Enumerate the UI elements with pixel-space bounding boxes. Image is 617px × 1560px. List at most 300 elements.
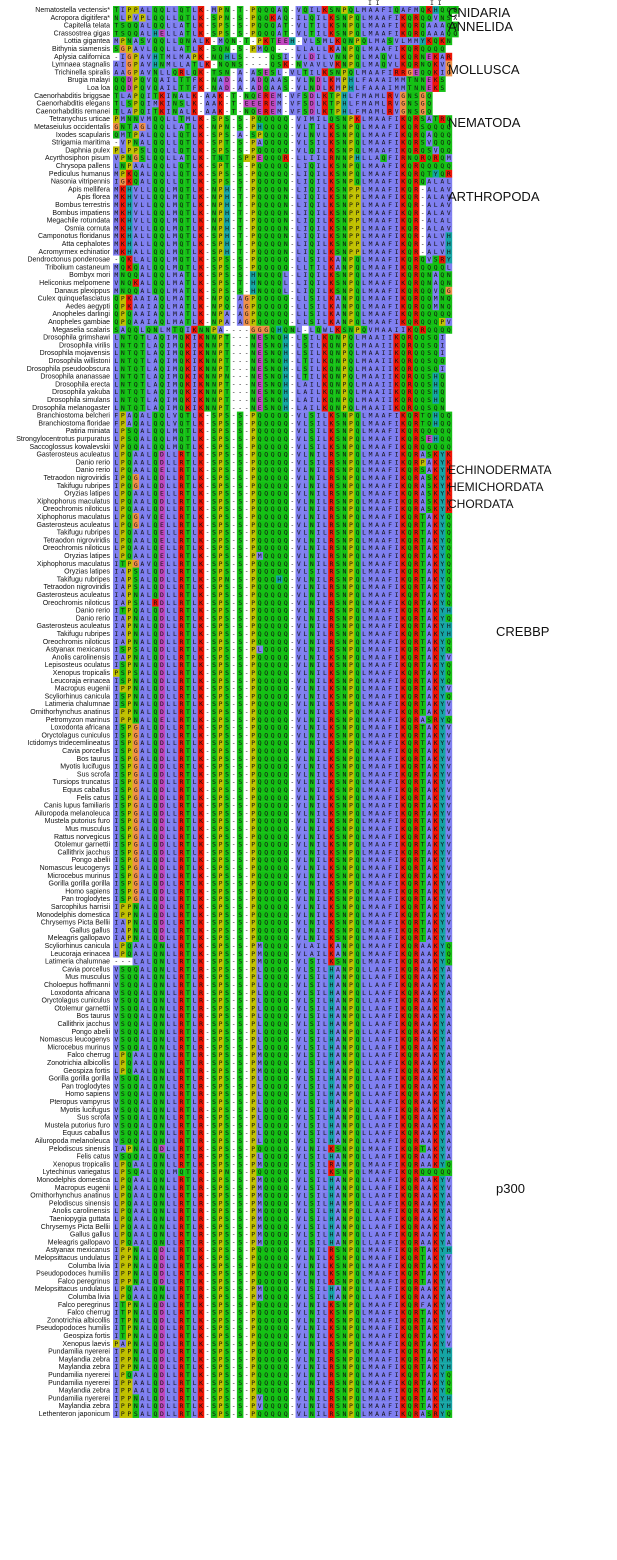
residue-letter: Q: [180, 217, 184, 225]
residue-letter: Q: [362, 37, 366, 45]
residue-letter: Q: [134, 178, 138, 186]
residue-letter: L: [173, 6, 177, 14]
residue-letter: Q: [408, 263, 412, 271]
residue-letter: A: [134, 45, 138, 53]
residue-letter: Q: [329, 357, 333, 365]
residue-letter: P: [343, 68, 347, 76]
residue-letter: P: [336, 107, 340, 115]
residue-letter: Q: [427, 287, 431, 295]
residue-letter: L: [147, 209, 151, 217]
residue-letter: L: [323, 287, 327, 295]
residue-letter: S: [212, 162, 216, 170]
residue-letter: K: [199, 201, 203, 209]
residue-letter: Q: [180, 201, 184, 209]
residue-letter: Q: [271, 326, 275, 334]
residue-letter: Q: [160, 115, 164, 123]
residue-letter: Q: [277, 302, 281, 310]
residue-letter: S: [427, 341, 431, 349]
residue-letter: V: [303, 61, 307, 69]
residue-letter: I: [284, 53, 288, 61]
residue-letter: N: [206, 326, 210, 334]
alignment-row: [40, 373, 445, 381]
residue-letter: P: [134, 107, 138, 115]
residue-letter: H: [225, 209, 229, 217]
residue-letter: S: [284, 84, 288, 92]
residue-letter: H: [343, 92, 347, 100]
gap-mark: -: [245, 232, 249, 240]
residue-letter: I: [303, 162, 307, 170]
residue-letter: Q: [271, 170, 275, 178]
residue-letter: N: [206, 373, 210, 381]
residue-letter: V: [427, 139, 431, 147]
residue-letter: N: [336, 341, 340, 349]
residue-letter: V: [297, 115, 301, 123]
residue-letter: A: [114, 61, 118, 69]
residue-letter: A: [440, 178, 444, 186]
residue-letter: P: [219, 287, 223, 295]
residue-letter: S: [329, 68, 333, 76]
residue-letter: T: [186, 139, 190, 147]
gap-mark: -: [206, 29, 210, 37]
residue-letter: I: [316, 123, 320, 131]
residue-letter: L: [166, 68, 170, 76]
residue-letter: Q: [180, 162, 184, 170]
residue-letter: R: [414, 170, 418, 178]
residue-letter: Q: [453, 29, 457, 37]
residue-letter: I: [316, 178, 320, 186]
residue-letter: A: [186, 53, 190, 61]
species-name: Apis florea: [77, 194, 110, 201]
residue-letter: Q: [258, 162, 262, 170]
residue-letter: K: [323, 341, 327, 349]
alignment-row: [34, 92, 433, 100]
residue-letter: S: [140, 154, 144, 162]
residue-letter: A: [127, 92, 131, 100]
residue-letter: T: [114, 29, 118, 37]
residue-letter: N: [447, 279, 451, 287]
residue-letter: L: [147, 154, 151, 162]
residue-letter: Q: [114, 318, 118, 326]
residue-letter: A: [375, 349, 379, 357]
residue-letter: A: [140, 295, 144, 303]
residue-letter: M: [395, 84, 399, 92]
alignment-row: [55, 68, 453, 76]
gap-mark: -: [245, 68, 249, 76]
residue-letter: L: [297, 193, 301, 201]
residue-letter: S: [225, 115, 229, 123]
residue-letter: Q: [160, 263, 164, 271]
residue-letter: K: [199, 14, 203, 22]
gap-mark: -: [290, 295, 294, 303]
residue-letter: T: [186, 318, 190, 326]
residue-letter: P: [219, 162, 223, 170]
residue-letter: H: [127, 201, 131, 209]
residue-letter: M: [114, 193, 118, 201]
alignment-row: [49, 115, 452, 123]
residue-letter: L: [323, 45, 327, 53]
residue-letter: P: [251, 6, 255, 14]
residue-letter: I: [186, 326, 190, 334]
gap-mark: -: [206, 302, 210, 310]
residue-letter: I: [316, 139, 320, 147]
gap-mark: -: [290, 29, 294, 37]
residue-letter: Q: [349, 349, 353, 357]
residue-letter: P: [219, 6, 223, 14]
residue-letter: A: [160, 76, 164, 84]
residue-letter: P: [251, 256, 255, 264]
residue-letter: L: [303, 84, 307, 92]
residue-letter: Q: [258, 310, 262, 318]
residue-letter: R: [388, 107, 392, 115]
residue-letter: F: [388, 201, 392, 209]
residue-letter: L: [147, 263, 151, 271]
residue-letter: Q: [408, 29, 412, 37]
residue-letter: H: [225, 224, 229, 232]
residue-letter: Q: [160, 22, 164, 30]
gap-mark: -: [232, 365, 236, 373]
residue-letter: L: [362, 45, 366, 53]
residue-letter: L: [382, 92, 386, 100]
residue-letter: M: [114, 224, 118, 232]
residue-letter: H: [127, 193, 131, 201]
residue-letter: N: [343, 295, 347, 303]
residue-letter: K: [121, 224, 125, 232]
residue-letter: K: [395, 357, 399, 365]
residue-letter: Q: [284, 115, 288, 123]
residue-letter: A: [271, 76, 275, 84]
gap-mark: -: [232, 162, 236, 170]
residue-letter: T: [225, 357, 229, 365]
residue-letter: V: [297, 6, 301, 14]
residue-letter: E: [245, 100, 249, 108]
residue-letter: L: [166, 209, 170, 217]
residue-letter: T: [186, 76, 190, 84]
residue-letter: L: [447, 217, 451, 225]
residue-letter: K: [336, 326, 340, 334]
residue-letter: S: [440, 84, 444, 92]
residue-letter: A: [375, 209, 379, 217]
residue-letter: L: [147, 14, 151, 22]
residue-letter: N: [199, 326, 203, 334]
residue-letter: A: [375, 310, 379, 318]
residue-letter: Q: [127, 310, 131, 318]
residue-letter: L: [166, 14, 170, 22]
residue-letter: K: [199, 217, 203, 225]
residue-letter: Q: [434, 365, 438, 373]
gap-mark: -: [245, 193, 249, 201]
residue-letter: V: [147, 68, 151, 76]
gap-mark: -: [232, 271, 236, 279]
residue-letter: Q: [356, 271, 360, 279]
species-name: Drosophila mojavensis: [40, 350, 111, 357]
residue-letter: N: [251, 349, 255, 357]
residue-letter: H: [284, 341, 288, 349]
residue-letter: V: [121, 139, 125, 147]
residue-letter: L: [434, 201, 438, 209]
residue-letter: V: [440, 61, 444, 69]
residue-letter: N: [343, 123, 347, 131]
residue-letter: V: [114, 154, 118, 162]
residue-letter: S: [336, 162, 340, 170]
residue-letter: S: [310, 295, 314, 303]
alignment-row: [49, 170, 452, 178]
gap-mark: -: [114, 139, 118, 147]
residue-letter: D: [310, 53, 314, 61]
residue-letter: L: [297, 162, 301, 170]
residue-letter: P: [219, 279, 223, 287]
residue-letter: Q: [414, 154, 418, 162]
residue-letter: I: [166, 373, 170, 381]
residue-letter: N: [212, 341, 216, 349]
residue-letter: N: [258, 287, 262, 295]
residue-letter: T: [232, 107, 236, 115]
alignment-row: [69, 271, 452, 279]
residue-letter: N: [284, 217, 288, 225]
residue-letter: Q: [153, 45, 157, 53]
residue-letter: L: [147, 22, 151, 30]
residue-letter: Q: [421, 263, 425, 271]
gap-mark: -: [245, 45, 249, 53]
residue-letter: Q: [271, 22, 275, 30]
residue-letter: S: [336, 131, 340, 139]
residue-letter: N: [297, 61, 301, 69]
residue-letter: P: [349, 139, 353, 147]
gap-mark: -: [290, 131, 294, 139]
residue-letter: Q: [271, 29, 275, 37]
residue-letter: N: [284, 185, 288, 193]
residue-letter: K: [329, 224, 333, 232]
residue-letter: K: [329, 123, 333, 131]
residue-letter: Q: [310, 162, 314, 170]
residue-letter: A: [336, 302, 340, 310]
residue-letter: G: [127, 68, 131, 76]
residue-letter: L: [166, 256, 170, 264]
residue-letter: Q: [421, 287, 425, 295]
residue-letter: K: [427, 6, 431, 14]
residue-letter: K: [329, 139, 333, 147]
residue-letter: Q: [408, 146, 412, 154]
residue-letter: Q: [447, 326, 451, 334]
residue-letter: A: [375, 256, 379, 264]
residue-letter: Q: [356, 146, 360, 154]
residue-letter: T: [329, 107, 333, 115]
residue-letter: R: [414, 115, 418, 123]
residue-letter: H: [356, 154, 360, 162]
gap-mark: -: [245, 162, 249, 170]
residue-letter: S: [238, 139, 242, 147]
residue-letter: L: [193, 287, 197, 295]
residue-letter: Q: [153, 240, 157, 248]
residue-letter: Q: [408, 310, 412, 318]
residue-letter: Q: [356, 139, 360, 147]
residue-letter: Q: [271, 256, 275, 264]
gap-mark: -: [290, 115, 294, 123]
gap-mark: -: [232, 302, 236, 310]
residue-letter: L: [434, 240, 438, 248]
residue-letter: K: [401, 295, 405, 303]
gap-mark: -: [206, 224, 210, 232]
residue-letter: A: [180, 310, 184, 318]
residue-letter: Q: [362, 326, 366, 334]
residue-letter: L: [297, 271, 301, 279]
species-name: Acromyrmex echinatior: [38, 249, 110, 256]
residue-letter: P: [127, 14, 131, 22]
residue-letter: M: [369, 248, 373, 256]
residue-letter: K: [199, 139, 203, 147]
residue-letter: L: [193, 45, 197, 53]
residue-letter: L: [297, 68, 301, 76]
residue-letter: T: [310, 29, 314, 37]
gap-mark: -: [290, 263, 294, 271]
residue-letter: N: [173, 92, 177, 100]
residue-letter: L: [323, 263, 327, 271]
residue-letter: T: [140, 357, 144, 365]
residue-letter: M: [166, 326, 170, 334]
residue-letter: A: [375, 146, 379, 154]
residue-letter: I: [303, 115, 307, 123]
residue-letter: K: [329, 45, 333, 53]
gap-mark: -: [225, 326, 229, 334]
residue-letter: L: [323, 217, 327, 225]
residue-letter: I: [382, 357, 386, 365]
residue-letter: F: [382, 6, 386, 14]
alignment-row: [68, 185, 452, 193]
residue-letter: N: [271, 365, 275, 373]
residue-letter: I: [395, 224, 399, 232]
residue-letter: S: [336, 139, 340, 147]
residue-letter: P: [349, 295, 353, 303]
residue-letter: I: [395, 139, 399, 147]
residue-letter: N: [343, 185, 347, 193]
residue-letter: P: [251, 240, 255, 248]
residue-letter: Q: [134, 326, 138, 334]
residue-letter: K: [401, 318, 405, 326]
residue-letter: L: [114, 349, 118, 357]
residue-letter: P: [134, 92, 138, 100]
residue-letter: Q: [153, 201, 157, 209]
residue-letter: T: [186, 310, 190, 318]
residue-letter: A: [140, 287, 144, 295]
residue-letter: K: [329, 256, 333, 264]
residue-letter: Q: [271, 131, 275, 139]
residue-letter: Q: [421, 68, 425, 76]
residue-letter: Q: [180, 256, 184, 264]
residue-letter: S: [336, 217, 340, 225]
residue-letter: L: [323, 154, 327, 162]
residue-letter: L: [362, 170, 366, 178]
residue-letter: Q: [427, 263, 431, 271]
residue-letter: L: [362, 232, 366, 240]
residue-letter: Q: [277, 365, 281, 373]
residue-letter: A: [375, 45, 379, 53]
residue-letter: Q: [180, 6, 184, 14]
residue-letter: R: [414, 29, 418, 37]
residue-letter: Q: [284, 310, 288, 318]
residue-letter: K: [401, 139, 405, 147]
residue-letter: I: [166, 341, 170, 349]
residue-letter: M: [369, 201, 373, 209]
residue-letter: L: [323, 170, 327, 178]
residue-letter: H: [153, 29, 157, 37]
residue-letter: Q: [356, 287, 360, 295]
residue-letter: L: [193, 295, 197, 303]
residue-letter: N: [245, 107, 249, 115]
residue-letter: K: [186, 365, 190, 373]
residue-letter: L: [297, 357, 301, 365]
residue-letter: Y: [421, 37, 425, 45]
residue-letter: A: [336, 45, 340, 53]
residue-letter: L: [173, 53, 177, 61]
residue-letter: G: [245, 318, 249, 326]
residue-letter: A: [382, 232, 386, 240]
residue-letter: Q: [421, 146, 425, 154]
residue-letter: A: [140, 61, 144, 69]
gap-mark: -: [206, 45, 210, 53]
residue-letter: K: [199, 170, 203, 178]
gap-mark: -: [290, 14, 294, 22]
residue-letter: L: [199, 61, 203, 69]
residue-letter: N: [284, 209, 288, 217]
residue-letter: L: [193, 6, 197, 14]
gap-mark: -: [245, 334, 249, 342]
residue-letter: P: [336, 92, 340, 100]
residue-letter: P: [349, 162, 353, 170]
residue-letter: P: [245, 154, 249, 162]
residue-letter: S: [336, 279, 340, 287]
residue-letter: S: [336, 287, 340, 295]
residue-letter: K: [329, 185, 333, 193]
residue-letter: I: [166, 76, 170, 84]
residue-letter: K: [329, 240, 333, 248]
residue-letter: S: [238, 61, 242, 69]
residue-letter: P: [349, 256, 353, 264]
residue-letter: A: [375, 29, 379, 37]
residue-letter: S: [303, 100, 307, 108]
residue-letter: M: [369, 217, 373, 225]
residue-letter: M: [173, 287, 177, 295]
residue-letter: L: [362, 123, 366, 131]
residue-letter: Q: [160, 185, 164, 193]
residue-letter: Q: [427, 162, 431, 170]
residue-letter: K: [199, 146, 203, 154]
residue-letter: P: [349, 310, 353, 318]
residue-letter: Q: [427, 45, 431, 53]
residue-letter: F: [388, 248, 392, 256]
residue-letter: Q: [277, 357, 281, 365]
residue-letter: P: [251, 162, 255, 170]
residue-letter: Q: [258, 318, 262, 326]
residue-letter: H: [251, 287, 255, 295]
residue-letter: L: [166, 279, 170, 287]
residue-letter: Q: [434, 357, 438, 365]
residue-letter: Q: [160, 162, 164, 170]
residue-letter: P: [356, 193, 360, 201]
gap-mark: -: [206, 131, 210, 139]
residue-letter: Q: [310, 185, 314, 193]
residue-letter: R: [414, 287, 418, 295]
residue-letter: I: [193, 365, 197, 373]
gap-mark: -: [206, 185, 210, 193]
gap-mark: -: [290, 287, 294, 295]
residue-letter: R: [440, 115, 444, 123]
residue-letter: A: [271, 84, 275, 92]
residue-letter: L: [193, 131, 197, 139]
residue-letter: H: [258, 123, 262, 131]
residue-letter: F: [388, 131, 392, 139]
residue-letter: K: [323, 100, 327, 108]
residue-letter: N: [349, 37, 353, 45]
residue-letter: Q: [153, 123, 157, 131]
